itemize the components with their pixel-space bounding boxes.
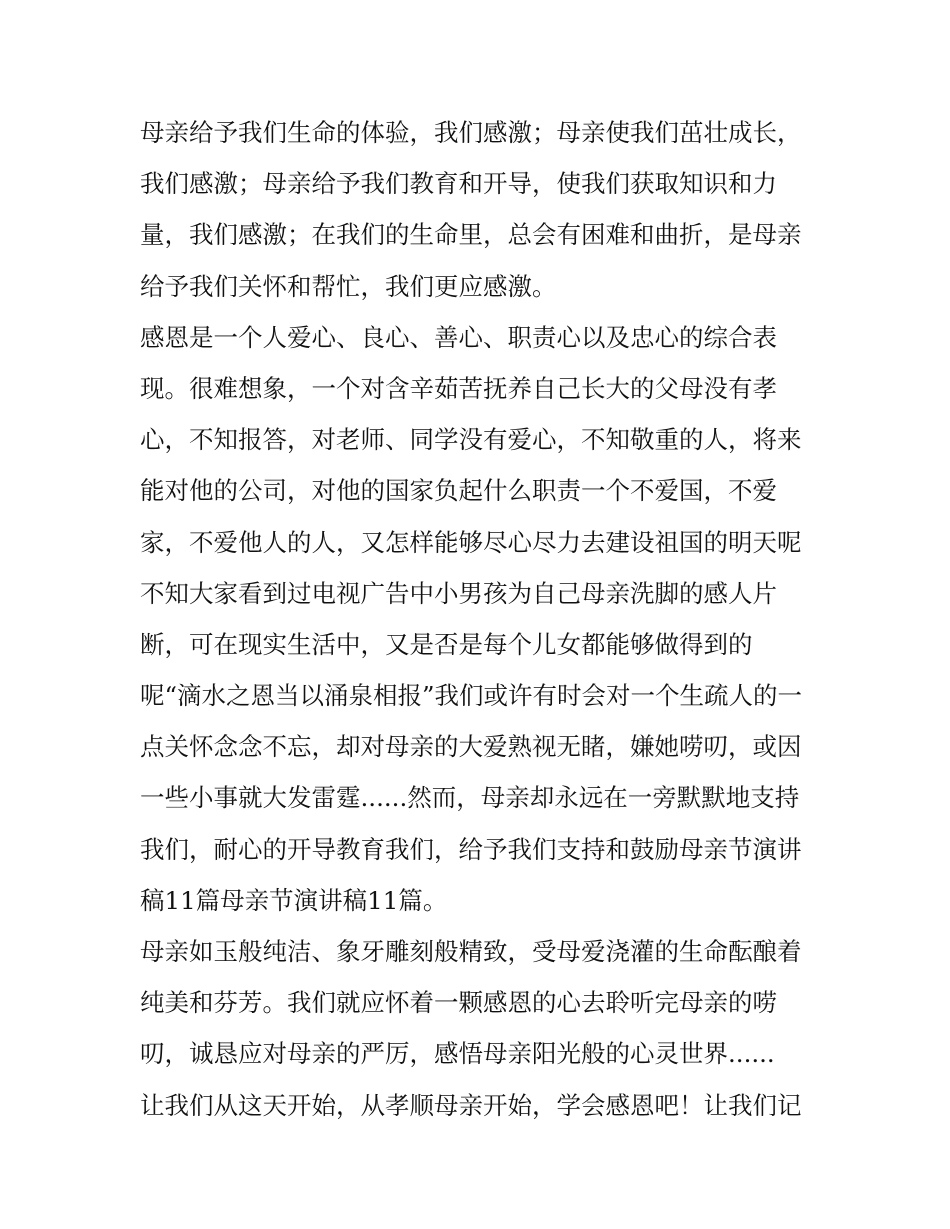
text-line: 纯美和芬芳。我们就应怀着一颗感恩的心去聆听完母亲的唠 (140, 988, 777, 1018)
text-line: 稿11篇母亲节演讲稿11篇。 (140, 885, 448, 915)
text-line: 不知大家看到过电视广告中小男孩为自己母亲洗脚的感人片 (140, 578, 777, 608)
text-line: 一些小事就大发雷霆......然而，母亲却永远在一旁默默地支持 (140, 783, 800, 813)
text-line: 断，可在现实生活中，又是否是每个儿女都能够做得到的 (140, 629, 753, 659)
text-line: 现。很难想象，一个对含辛茹苦抚养自己长大的父母没有孝 (140, 373, 777, 403)
text-line: 心，不知报答，对老师、同学没有爱心，不知敬重的人，将来 (140, 425, 802, 455)
text-line: 母亲给予我们生命的体验，我们感激；母亲使我们茁壮成长， (140, 118, 802, 147)
text-line: 给予我们关怀和帮忙，我们更应感激。 (140, 271, 557, 301)
text-line: 家，不爱他人的人，又怎样能够尽心尽力去建设祖国的明天呢 (140, 527, 802, 557)
text-line: 让我们从这天开始，从孝顺母亲开始，学会感恩吧！让我们记 (140, 1090, 802, 1120)
text-line: 点关怀念念不忘，却对母亲的大爱熟视无睹，嫌她唠叨，或因 (140, 732, 802, 762)
text-line: 量，我们感激；在我们的生命里，总会有困难和曲折，是母亲 (140, 220, 802, 250)
text-line: 感恩是一个人爱心、良心、善心、职责心以及忠心的综合表 (140, 322, 777, 352)
body-text (140, 107, 820, 1131)
text-line: 叨，诚恳应对母亲的严厉，感悟母亲阳光般的心灵世界...... (140, 1039, 775, 1069)
text-line: 我们，耐心的开导教育我们，给予我们支持和鼓励母亲节演讲 (140, 834, 802, 864)
text-line: 能对他的公司，对他的国家负起什么职责一个不爱国，不爱 (140, 476, 777, 506)
text-line: 母亲如玉般纯洁、象牙雕刻般精致，受母爱浇灌的生命酝酿着 (140, 937, 802, 966)
text-line: 我们感激；母亲给予我们教育和开导，使我们获取知识和力 (140, 169, 777, 199)
text-line: 呢“滴水之恩当以涌泉相报”我们或许有时会对一个生疏人的一 (140, 681, 803, 711)
